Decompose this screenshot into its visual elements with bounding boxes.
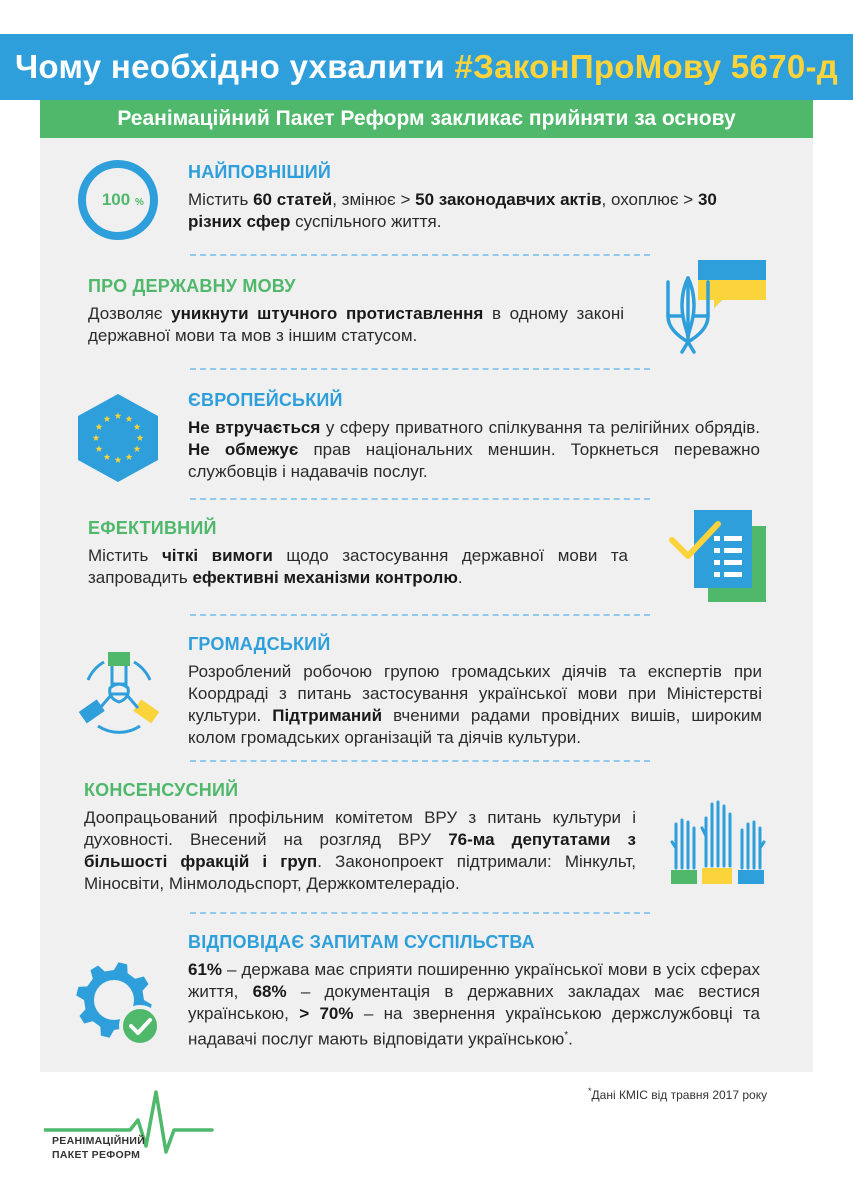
divider	[190, 614, 650, 616]
section-text: Містить 60 статей, змінює > 50 законодавчих актів, охоплює > 30 різних сфер суспільного життя.	[188, 190, 717, 231]
logo-line-2: ПАКЕТ РЕФОРМ	[52, 1149, 141, 1161]
title-hashtag: #ЗаконПроМову 5670-д	[454, 48, 839, 85]
section-title: ВІДПОВІДАЄ ЗАПИТАМ СУСПІЛЬСТВА	[188, 932, 535, 952]
raised-hands-icon	[668, 796, 768, 888]
title-prefix: Чому необхідно ухвалити	[14, 48, 445, 85]
divider	[190, 368, 650, 370]
joined-hands-icon	[74, 650, 164, 734]
section-text: Розроблений робочою групою громадських діячів та експертів при Коордраді з питань застосування української мови при Міністерстві культури. Підтриманий вченими радами провідних вишів, широким колом громадських організацій та діячів культури.	[188, 662, 762, 747]
section-title: ГРОМАДСЬКИЙ	[188, 634, 331, 654]
section-european	[188, 390, 760, 483]
section-public	[188, 634, 762, 749]
percent-circle-icon	[76, 158, 160, 242]
checklist-document-icon	[668, 506, 768, 606]
gear-check-icon	[74, 956, 166, 1048]
section-consensus	[84, 780, 636, 895]
section-title: КОНСЕНСУСНИЙ	[84, 780, 239, 800]
section-text: 61% – держава має сприяти поширенню української мови в усіх сферах життя, 68% – документація в державних закладах має вестися українською, > 70% – на звернення українською держслужбовці та надавачі послуг мають відповідати українською*.	[188, 960, 760, 1049]
section-title: ЄВРОПЕЙСЬКИЙ	[188, 390, 343, 410]
section-title: ЕФЕКТИВНИЙ	[88, 518, 217, 538]
divider	[190, 498, 650, 500]
percent-sign: %	[135, 197, 144, 208]
page-title	[0, 34, 853, 100]
divider	[190, 254, 650, 256]
percent-value: 100	[101, 190, 131, 209]
logo-line-1: РЕАНІМАЦІЙНИЙ	[52, 1135, 146, 1147]
section-text: Дозволяє уникнути штучного протиставлення в одному законі державної мови та мов з іншим статусом.	[88, 304, 624, 345]
footnote-mark: *	[588, 1086, 592, 1096]
footnote-text: Дані КМІС від травня 2017 року	[591, 1088, 768, 1102]
trident-speech-bubble-icon	[660, 256, 770, 356]
section-text: Не втручається у сферу приватного спілкування та релігійних обрядів. Не обмежує прав національних меншин. Торкнеться переважно службовців і надавачів послуг.	[188, 418, 761, 481]
subheader-banner: Реанімаційний Пакет Реформ закликає прийняти за основу	[40, 100, 813, 138]
eu-stars-hexagon-icon	[76, 392, 160, 484]
footnote	[588, 1086, 767, 1102]
section-public-demand	[188, 932, 760, 1051]
section-most-complete	[188, 162, 748, 233]
section-text: Доопрацьований профільним комітетом ВРУ з питань культури і духовності. Внесений на розгляд ВРУ 76-ма депутатами з більшості фракцій і груп. Законопроект підтримали: Мінкульт, Міносвіти, Мінмолодьспорт, Держкомтелерадіо.	[84, 808, 636, 893]
section-title: НАЙПОВНІШИЙ	[188, 162, 332, 182]
section-effective	[88, 518, 628, 589]
logo-text	[52, 1134, 145, 1162]
divider	[190, 760, 650, 762]
section-title: ПРО ДЕРЖАВНУ МОВУ	[88, 276, 296, 296]
section-state-language	[88, 276, 624, 347]
divider	[190, 912, 650, 914]
section-text: Містить чіткі вимоги щодо застосування державної мови та запровадить ефективні механізми контролю.	[88, 546, 628, 587]
